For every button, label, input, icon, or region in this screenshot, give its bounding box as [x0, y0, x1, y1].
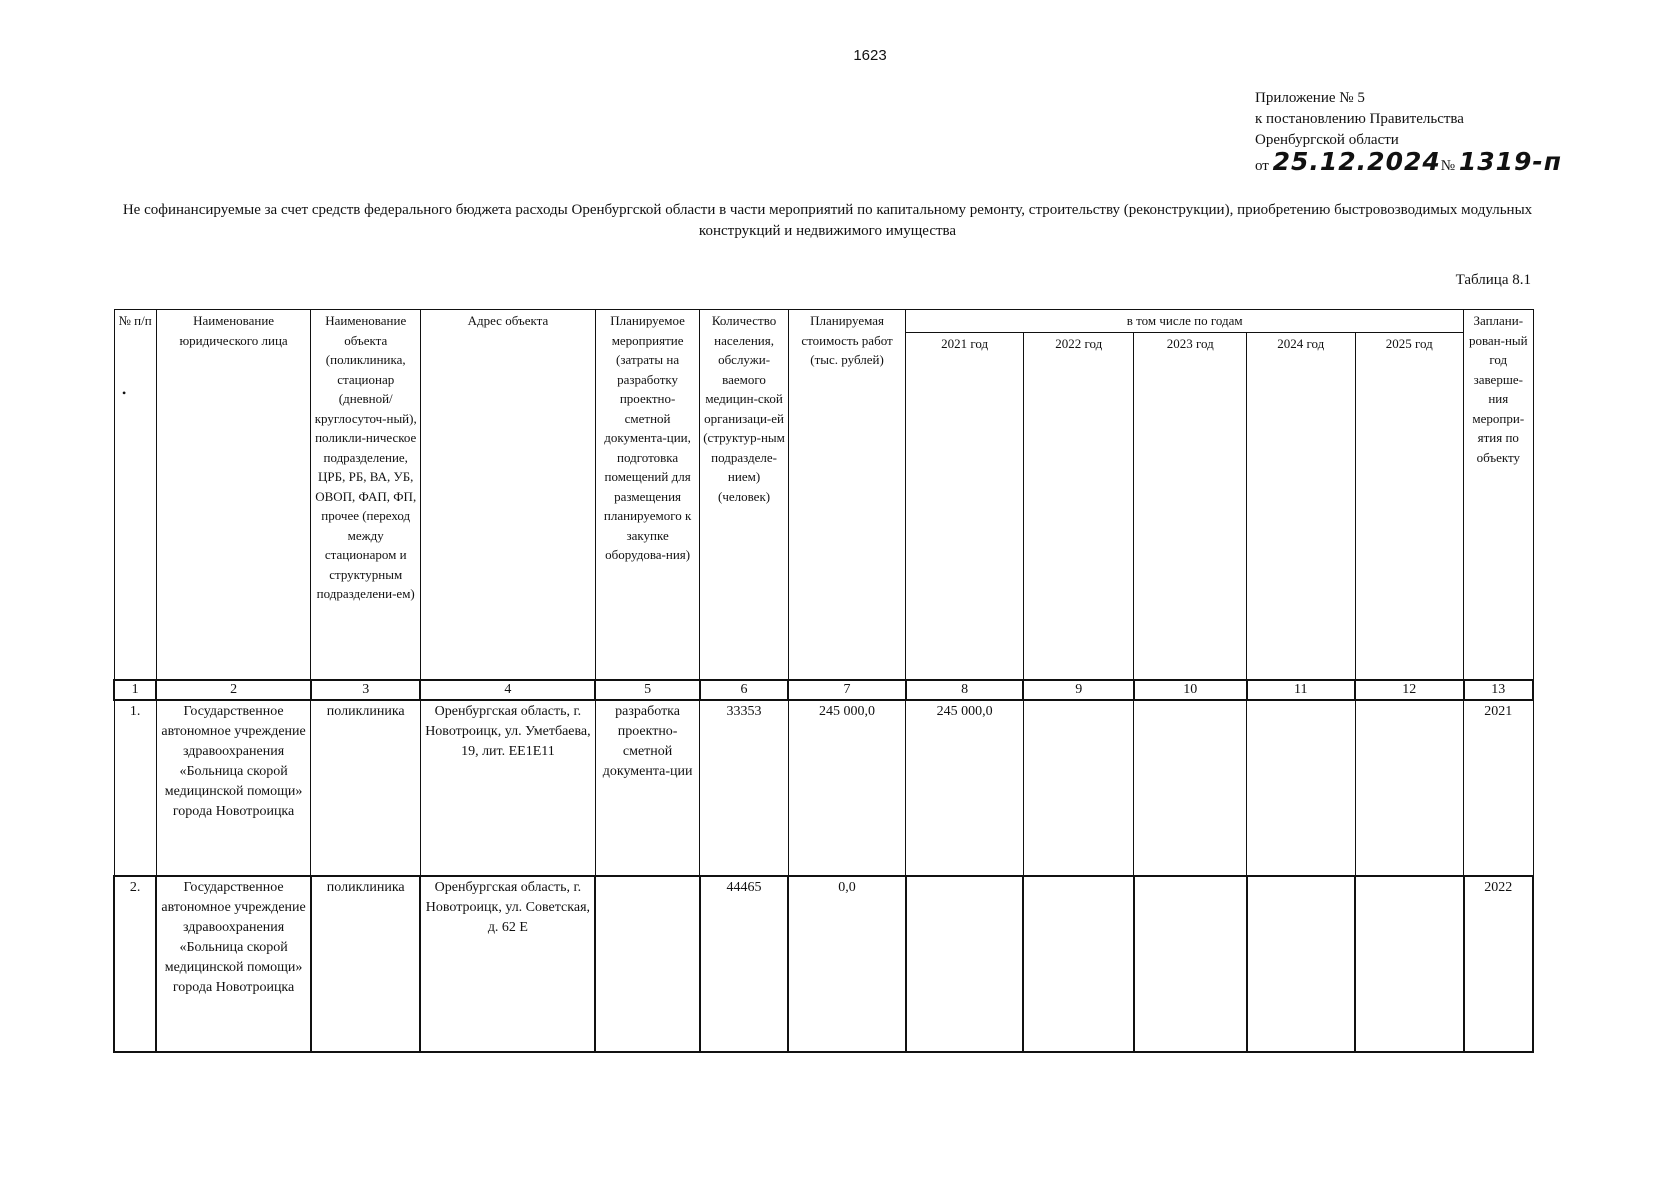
cell-completion: 2022 [1464, 876, 1533, 1052]
cell-measure: разработка проектно-сметной документа-ции [595, 700, 700, 876]
column-number: 12 [1355, 680, 1464, 700]
column-number: 8 [906, 680, 1024, 700]
cell-year-2022 [1023, 700, 1134, 876]
cell-object: поликлиника [311, 700, 421, 876]
table-row [114, 700, 1533, 876]
header-object-name: Наименование объекта (поликлиника, стационар (дневной/ круглосуточ-ный), поликли-ническое подразделение, ЦРБ, РБ, ВА, УБ, ОВОП, ФАП, ФП, прочее (переход между стационаром и структурным подразделени-ем) [311, 310, 421, 681]
appendix-block [1255, 88, 1562, 177]
cell-year-2021: 245 000,0 [906, 700, 1024, 876]
header-year-2021: 2021 год [906, 332, 1024, 680]
cell-year-2021 [906, 876, 1024, 1052]
table-row [114, 876, 1533, 1052]
appendix-decree: к постановлению Правительства [1255, 111, 1464, 127]
appendix-ot: от [1255, 158, 1269, 174]
expenses-table [113, 309, 1534, 1053]
header-measure: Планируемое мероприятие (затраты на разработку проектно-сметной документа-ции, подготовка помещений для размещения планируемого к закупке оборудова-ния) [595, 310, 700, 681]
column-number: 10 [1134, 680, 1247, 700]
header-cost: Планируемая стоимость работ (тыс. рублей) [788, 310, 906, 681]
cell-year-2022 [1023, 876, 1134, 1052]
header-year-2023: 2023 год [1134, 332, 1247, 680]
cell-completion: 2021 [1464, 700, 1533, 876]
cell-year-2024 [1247, 876, 1356, 1052]
column-number: 13 [1464, 680, 1533, 700]
header-row-top [114, 310, 1533, 333]
header-year-2022: 2022 год [1023, 332, 1134, 680]
cell-measure [595, 876, 700, 1052]
appendix-date-line [1255, 147, 1563, 177]
cell-legal-name: Государственное автономное учреждение здравоохранения «Больница скорой медицинской помощи» города Новотроицка [156, 700, 311, 876]
header-year-2024: 2024 год [1247, 332, 1356, 680]
header-population: Количество населения, обслужи-ваемого медицин-ской организаци-ей (структур-ным подразделе-нием) (человек) [700, 310, 788, 681]
appendix-title: Приложение № 5 [1255, 90, 1365, 106]
column-number: 11 [1247, 680, 1356, 700]
header-completion: Заплани-рован-ный год заверше-ния меропри-ятия по объекту [1464, 310, 1533, 681]
cell-object: поликлиника [311, 876, 421, 1052]
header-legal-name: Наименование юридического лица [156, 310, 311, 681]
cell-year-2023 [1134, 700, 1247, 876]
appendix-region: Оренбургской области [1255, 132, 1399, 148]
cell-year-2024 [1247, 700, 1356, 876]
column-number: 3 [311, 680, 421, 700]
cell-num: 1. [114, 700, 156, 876]
cell-address: Оренбургская область, г. Новотроицк, ул. Советская, д. 62 Е [420, 876, 595, 1052]
header-address: Адрес объекта [420, 310, 595, 681]
cell-address: Оренбургская область, г. Новотроицк, ул. Уметбаева, 19, лит. ЕЕ1Е11 [420, 700, 595, 876]
cell-cost: 245 000,0 [788, 700, 906, 876]
document-title: Не софинансируемые за счет средств федерального бюджета расходы Оренбургской области в части мероприятий по капитальному ремонту, строительству (реконструкции), приобретению быстровозводимых модульных конструкций и недвижимого имущества [122, 202, 1533, 239]
column-number-row [114, 680, 1533, 700]
handwritten-date: 25.12.2024 [1272, 147, 1441, 176]
header-year-2025: 2025 год [1355, 332, 1464, 680]
header-num: № п/п [114, 310, 156, 681]
margin-mark: • [122, 386, 127, 400]
cell-year-2025 [1355, 876, 1464, 1052]
column-number: 2 [156, 680, 311, 700]
column-number: 9 [1023, 680, 1134, 700]
column-number: 4 [420, 680, 595, 700]
header-by-years: в том числе по годам [906, 310, 1464, 333]
cell-num: 2. [114, 876, 156, 1052]
cell-cost: 0,0 [788, 876, 906, 1052]
appendix-no-sign: № [1440, 158, 1456, 174]
page-number: 1623 [853, 47, 887, 64]
cell-legal-name: Государственное автономное учреждение здравоохранения «Больница скорой медицинской помощи» города Новотроицка [156, 876, 311, 1052]
handwritten-number: 1319-п [1458, 147, 1563, 176]
cell-population: 44465 [700, 876, 788, 1052]
cell-year-2023 [1134, 876, 1247, 1052]
column-number: 5 [595, 680, 700, 700]
table-label: Таблица 8.1 [1455, 272, 1531, 288]
column-number: 7 [788, 680, 906, 700]
column-number: 1 [114, 680, 156, 700]
column-number: 6 [700, 680, 788, 700]
cell-year-2025 [1355, 700, 1464, 876]
cell-population: 33353 [700, 700, 788, 876]
